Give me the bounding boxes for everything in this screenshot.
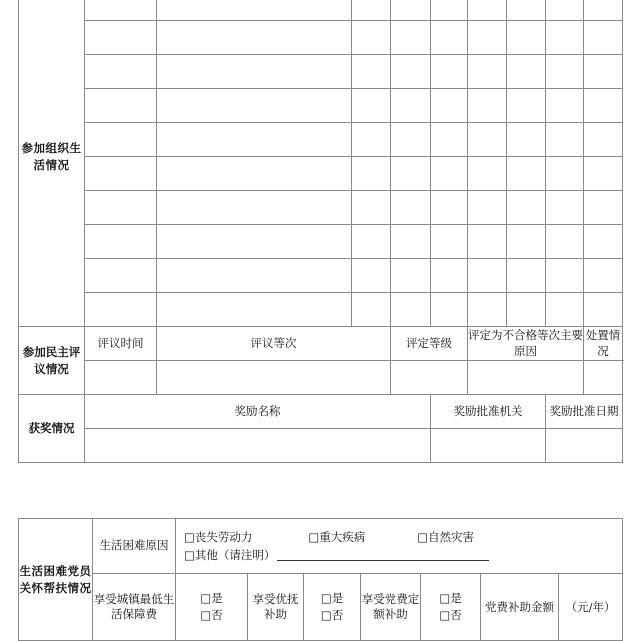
yesno-party-dues-fixed-subsidy[interactable] [421,574,481,641]
grid-cell[interactable] [391,225,431,259]
grid-cell[interactable] [85,89,157,123]
checkbox-no[interactable]: □ [200,608,212,622]
grid-cell[interactable] [546,191,584,225]
table-row [19,361,623,395]
table-row [19,327,623,361]
label-yes: 是 [211,590,223,605]
column-header-urban-minimum-living-allowance: 享受城镇最低生活保障费 [93,574,176,641]
grid-cell[interactable] [391,21,431,55]
yesno-urban-minimum-living-allowance[interactable] [176,574,248,641]
grid-cell[interactable] [546,293,584,327]
column-header-disposition: 处置情况 [584,327,623,361]
grid-cell[interactable] [157,89,352,123]
grid-cell[interactable] [584,0,623,21]
grid-cell[interactable] [468,293,507,327]
grid-cell[interactable] [584,225,623,259]
grid-cell[interactable] [468,259,507,293]
checkbox-yes[interactable]: □ [439,590,451,605]
grid-cell[interactable] [85,157,157,191]
grid-cell[interactable] [352,191,391,225]
column-header-party-dues-fixed-subsidy: 享受党费定额补助 [361,574,421,641]
difficulty-reason-options [176,519,623,574]
label-loss-of-labor: 丧失劳动力 [194,529,253,544]
table-row [19,225,623,259]
table-row [19,89,623,123]
grid-cell[interactable] [431,293,468,327]
grid-cell[interactable] [157,225,352,259]
column-header-unqualified-reason: 评定为不合格等次主要原因 [468,327,584,361]
grid-cell[interactable] [468,225,507,259]
grid-cell[interactable] [468,157,507,191]
grid-cell[interactable] [352,89,391,123]
checkbox-natural-disaster[interactable]: □ [417,529,429,544]
grid-cell[interactable] [352,157,391,191]
grid-cell[interactable] [546,89,584,123]
grid-cell[interactable] [391,157,431,191]
grid-cell[interactable] [431,89,468,123]
difficulty-support-table [18,518,623,641]
table-row [19,0,623,21]
grid-cell[interactable] [352,0,391,21]
grid-cell[interactable] [352,293,391,327]
column-header-award-date: 奖励批准日期 [546,395,623,429]
table-row [19,55,623,89]
grid-cell[interactable] [157,123,352,157]
grid-cell[interactable] [157,259,352,293]
grid-cell[interactable] [352,225,391,259]
grid-cell[interactable] [507,89,546,123]
grid-cell[interactable] [507,55,546,89]
grid-cell[interactable] [85,0,157,21]
column-header-party-dues-subsidy-amount: 党费补助金额 [481,574,559,641]
label-no: 否 [211,608,223,622]
checkbox-yes[interactable]: □ [320,590,332,605]
grid-cell[interactable] [584,191,623,225]
grid-cell[interactable] [85,225,157,259]
row-header-awards: 获奖情况 [19,395,85,463]
grid-cell[interactable] [507,0,546,21]
party-dues-subsidy-unit: （元/年） [559,574,623,641]
table-row [19,259,623,293]
grid-cell[interactable] [507,259,546,293]
grid-cell[interactable] [468,55,507,89]
grid-cell[interactable] [546,21,584,55]
grid-cell[interactable] [507,225,546,259]
grid-cell[interactable] [584,259,623,293]
grid-cell[interactable] [352,55,391,89]
column-header-award-name: 奖励名称 [85,395,431,429]
column-header-rating-level: 评定等级 [391,327,468,361]
grid-cell[interactable] [352,123,391,157]
table-row [19,157,623,191]
grid-cell[interactable] [431,225,468,259]
table-row [19,191,623,225]
table-row [19,123,623,157]
label-major-illness: 重大疾病 [319,529,366,544]
grid-cell[interactable] [584,89,623,123]
row-header-democratic-evaluation: 参加民主评议情况 [19,327,85,395]
column-header-evaluation-grade: 评议等次 [157,327,391,361]
grid-cell[interactable] [85,259,157,293]
grid-cell[interactable] [431,123,468,157]
row-header-difficulty-support: 生活困难党员关怀帮扶情况 [19,519,93,641]
grid-cell[interactable] [431,55,468,89]
grid-cell[interactable] [391,293,431,327]
value-disposition[interactable] [584,361,623,395]
checkbox-yes[interactable]: □ [200,590,212,605]
value-evaluation-grade[interactable] [157,361,391,395]
value-evaluation-time[interactable] [85,361,157,395]
table-row [19,395,623,429]
grid-cell[interactable] [391,55,431,89]
grid-cell[interactable] [391,123,431,157]
value-award-name[interactable] [85,429,431,463]
value-award-authority[interactable] [431,429,546,463]
grid-cell[interactable] [546,225,584,259]
grid-cell[interactable] [546,157,584,191]
grid-cell[interactable] [468,89,507,123]
grid-cell[interactable] [391,191,431,225]
grid-cell[interactable] [391,89,431,123]
grid-cell[interactable] [584,293,623,327]
grid-cell[interactable] [85,21,157,55]
grid-cell[interactable] [507,293,546,327]
value-rating-level[interactable] [391,361,468,395]
grid-cell[interactable] [157,55,352,89]
grid-cell[interactable] [431,0,468,21]
column-header-award-authority: 奖励批准机关 [431,395,546,429]
grid-cell[interactable] [468,123,507,157]
checkbox-other-reason[interactable]: □ [184,547,195,562]
grid-cell[interactable] [157,0,352,21]
organization-life-table [18,0,623,463]
label-yes: 是 [450,590,462,605]
checkbox-no[interactable]: □ [439,608,451,622]
table-row [19,429,623,463]
column-header-difficulty-reason: 生活困难原因 [93,519,176,574]
grid-cell[interactable] [507,191,546,225]
grid-cell[interactable] [584,55,623,89]
grid-cell[interactable] [584,21,623,55]
grid-cell[interactable] [85,123,157,157]
label-no: 否 [331,608,344,622]
grid-cell[interactable] [546,259,584,293]
grid-cell[interactable] [85,191,157,225]
grid-cell[interactable] [157,191,352,225]
grid-cell[interactable] [546,55,584,89]
checkbox-loss-of-labor[interactable]: □ [184,529,195,544]
grid-cell[interactable] [431,21,468,55]
label-no: 否 [450,608,462,622]
grid-cell[interactable] [391,259,431,293]
grid-cell[interactable] [431,157,468,191]
grid-cell[interactable] [157,157,352,191]
grid-cell[interactable] [352,259,391,293]
table-row [19,574,623,641]
value-award-date[interactable] [546,429,623,463]
grid-cell[interactable] [391,0,431,21]
column-header-preferential-subsidy: 享受优抚补助 [248,574,304,641]
grid-cell[interactable] [468,21,507,55]
grid-cell[interactable] [431,191,468,225]
grid-cell[interactable] [431,259,468,293]
grid-cell[interactable] [584,123,623,157]
grid-cell[interactable] [85,293,157,327]
grid-cell[interactable] [507,123,546,157]
other-reason-input[interactable] [277,549,489,561]
yesno-preferential-subsidy[interactable] [304,574,361,641]
grid-cell[interactable] [546,0,584,21]
grid-cell[interactable] [157,21,352,55]
column-header-evaluation-time: 评议时间 [85,327,157,361]
grid-cell[interactable] [507,21,546,55]
value-unqualified-reason[interactable] [468,361,584,395]
grid-cell[interactable] [507,157,546,191]
checkbox-major-illness[interactable]: □ [308,529,320,544]
table-row [19,21,623,55]
grid-cell[interactable] [85,55,157,89]
label-yes: 是 [331,590,344,605]
label-natural-disaster: 自然灾害 [428,529,475,544]
grid-cell[interactable] [584,157,623,191]
row-header-organization-life: 参加组织生活情况 [19,0,85,327]
table-row [19,519,623,574]
grid-cell[interactable] [352,21,391,55]
grid-cell[interactable] [157,293,352,327]
grid-cell[interactable] [468,191,507,225]
grid-cell[interactable] [546,123,584,157]
label-other-reason: 其他（请注明） [194,547,276,562]
checkbox-no[interactable]: □ [320,608,332,622]
grid-cell[interactable] [468,0,507,21]
table-row [19,293,623,327]
